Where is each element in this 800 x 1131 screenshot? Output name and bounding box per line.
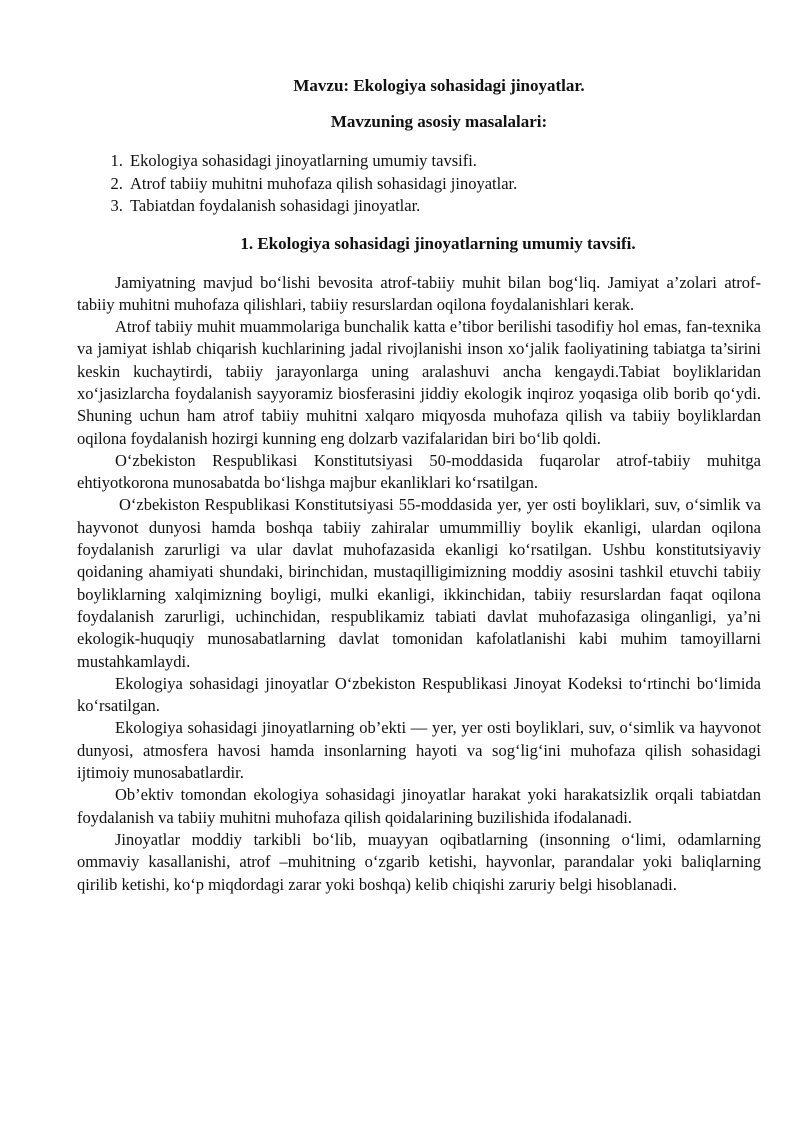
document-page — [77, 72, 761, 896]
issue-item: 3. Tabiatdan foydalanish sohasidagi jinoyatlar. — [127, 195, 761, 218]
document-title: Mavzu: Ekologiya sohasidagi jinoyatlar. — [293, 76, 585, 95]
paragraph: O‘zbekiston Respublikasi Konstitutsiyasi 55-moddasida yer, yer osti boyliklari, suv, o‘simlik va hayvonot dunyosi hamda boshqa tabiiy zahiralar umummilliy boylik ekanligi, ulardan oqilona foydalanish zarurligi va ular davlat muhofazasida ekanligi ko‘rsatilgan. Ushbu konstitutsiyaviy qoidaning ahamiyati shundaki, birinchidan, mustaqilligimizning moddiy asosini tashkil etuvchi tabiiy boyliklarning xalqimizning boyligi, mulki ekanligi, ikkinchidan, tabiiy resurslardan faqat oqilona foydalanish zarurligi, uchinchidan, respublikamiz tabiati davlat muhofazasiga olinganligi, ya’ni ekologik-huquqiy munosabatlarning davlat tomonidan kafolatlanishi kabi muhim tamoyillarni mustahkamlaydi. — [77, 495, 761, 671]
paragraph: Jinoyatlar moddiy tarkibli bo‘lib, muayyan oqibatlarning (insonning o‘limi, odamlarning ommaviy kasallanishi, atrof –muhitning o‘zgarib ketishi, hayvonlar, parandalar yoki baliqlarning qirilib ketishi, ko‘p miqdordagi zarar yoki boshqa) kelib chiqishi zaruriy belgi hisoblanadi. — [77, 829, 761, 894]
section-heading: 1. Ekologiya sohasidagi jinoyatlarning umumiy tavsifi. — [240, 233, 636, 253]
paragraph: Atrof tabiiy muhit muammolariga bunchalik katta e’tibor berilishi tasodifiy hol emas, fan-texnika va jamiyat ishlab chiqarish kuchlarining jadal rivojlanishi inson xo‘jalik faoliyatining tabiatga ta’sirini keskin kuchaytirdi, tabiiy jarayonlarga uning aralashuvi ancha kengaydi.Tabiat boyliklaridan xo‘jasizlarcha foydalanish sayyoramiz biosferasini jiddiy ekologik inqiroz yoqasiga olib borib qo‘ydi. Shuning uchun ham atrof tabiiy muhitni xalqaro miqyosda muhofaza qilish va tabiiy boyliklardan oqilona foydalanish hozirgi kunning eng dolzarb vazifalaridan biri bo‘lib qoldi. — [77, 317, 761, 448]
paragraph: Ob’ektiv tomondan ekologiya sohasidagi jinoyatlar harakat yoki harakatsizlik orqali tabiatdan foydalanish va tabiiy muhitni muhofaza qilish qoidalarining buzilishida ifodalanadi. — [77, 785, 761, 827]
paragraph: Ekologiya sohasidagi jinoyatlarning ob’ekti — yer, yer osti boyliklari, suv, o‘simlik va hayvonot dunyosi, atmosfera havosi hamda insonlarning hayoti va sog‘lig‘ini muhofaza qilish sohasidagi ijtimoiy munosabatlardir. — [77, 718, 761, 783]
document-subtitle: Mavzuning asosiy masalalari: — [330, 112, 548, 131]
paragraph: Jamiyatning mavjud bo‘lishi bevosita atrof-tabiiy muhit bilan bog‘liq. Jamiyat a’zolari atrof-tabiiy muhitni muhofaza qilishlari, tabiiy resurslardan oqilona foydalanishlari kerak. — [77, 272, 761, 314]
issues-list — [77, 150, 761, 218]
issue-item: 1. Ekologiya sohasidagi jinoyatlarning umumiy tavsifi. — [127, 150, 761, 173]
paragraph: Ekologiya sohasidagi jinoyatlar O‘zbekiston Respublikasi Jinoyat Kodeksi to‘rtinchi bo‘limida ko‘rsatilgan. — [77, 673, 761, 716]
issue-item: 2. Atrof tabiiy muhitni muhofaza qilish sohasidagi jinoyatlar. — [127, 173, 761, 196]
paragraph: O‘zbekiston Respublikasi Konstitutsiyasi 50-moddasida fuqarolar atrof-tabiiy muhitga ehtiyotkorona munosabatda bo‘lishga majbur ekanliklari ko‘rsatilgan. — [77, 450, 761, 493]
